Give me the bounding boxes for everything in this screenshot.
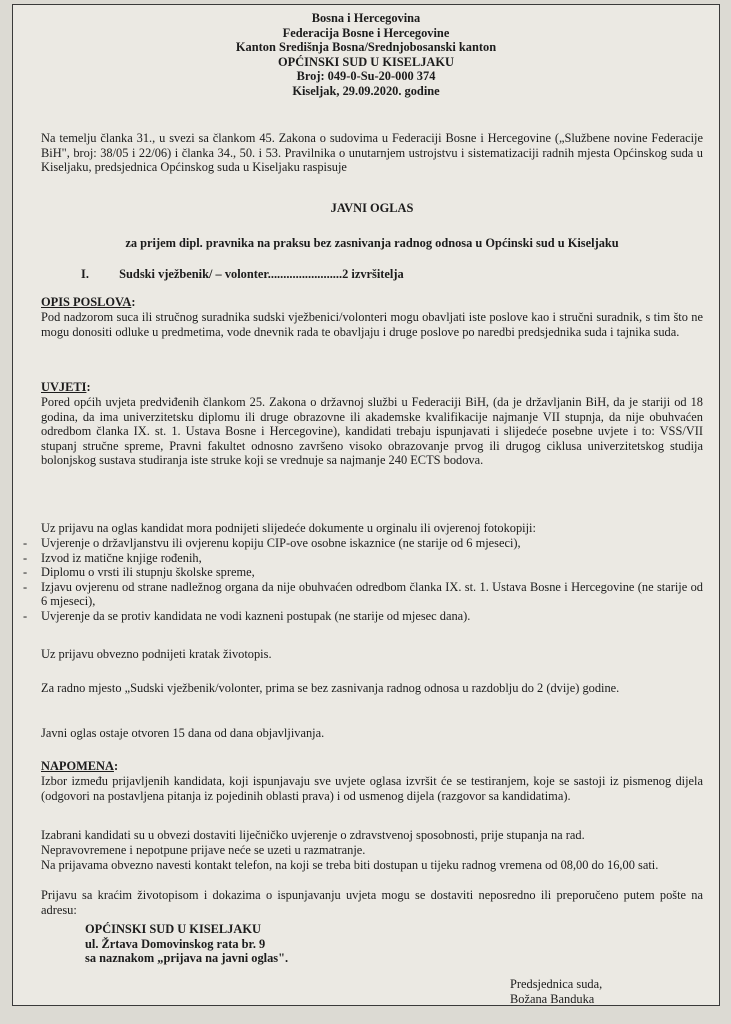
header-federation: Federacija Bosne i Hercegovine [282,25,450,40]
note-incomplete-paragraph: Nepravovremene i nepotpune prijave neće se uzeti u razmatranje. [41,843,366,857]
note-submission-paragraph: Prijavu sa kraćim životopisom i dokazima o ispunjavanju uvjeta mogu se dostaviti neposredno ili preporučeno putem pošte na adresu: [41,888,703,917]
duties-text: Pod nadzorom suca ili stručnog suradnika sudski vježbenici/volonteri mogu obavljati iste poslove kao i stručni suradnik, s tim što ne mogu donositi odluke u predmetima, vode dnevnik rada te obavljaju i druge poslove po naredbi predsjednika suda i tajnika suda. [41,310,703,339]
duties-heading: OPIS POSLOVA [41,295,132,309]
job-announcement-document [12,4,720,1006]
address-label-instruction: sa naznakom „prijava na javni oglas". [85,951,289,966]
list-item: - Izjavu ovjerenu od strane nadležnog organa da nije obuhvaćen odredbom članka IX. st. 1. Ustava Bosne i Hercegovine (ne starije od 6 mjeseci), [23,580,703,609]
documents-list [23,536,703,624]
signature-block [510,977,602,1006]
note-selection-paragraph: Izbor između prijavljenih kandidata, koji ispunjavaju sve uvjete oglasa izvršit će se testiranjem, koje se sastoji iz pismenog dijela (odgovori na postavljena pitanja iz pojedinih oblasti prava) i od usmenog dijela (razgovor sa kandidatima). [41,774,703,803]
position-line [81,267,681,282]
address-block [85,922,288,966]
note-phone-paragraph: Na prijavama obvezno navesti kontakt telefon, na koji se treba biti dostupan u tijeku radnog vremena od 08,00 do 16,00 sati. [41,858,659,872]
header-canton: Kanton Središnja Bosna/Srednjobosanski kanton [235,40,497,55]
list-item: - Uvjerenje o državljanstvu ili ovjerenu kopiju CIP-ove osobne iskaznice (ne starije od 6 mjeseci), [23,536,703,551]
duration-paragraph: Za radno mjesto „Sudski vježbenik/volonter, prima se bez zasnivanja radnog odnosa u razdoblju do 2 (dvije) godine. [41,681,620,695]
document-header [13,11,719,99]
address-street: ul. Žrtava Domovinskog rata br. 9 [85,936,266,951]
conditions-text: Pored općih uvjeta predviđenih člankom 25. Zakona o državnoj službi u Federaciji BiH, (da je državljanin BiH, da je stariji od 18 godina, da ima univerzitetsku diplomu ili druge obrazovne ili akademske kvalifikacije najmanje VII stupnja, da nije obuhvaćen odredbom članka IX. st. 1. Ustava Bosne i Hercegovine), kandidati trebaju ispunjavati i slijedeće posebne uvjete i to: VSS/VII stupanj stručne spreme, Pravni fakultet odnosno završeno visoko obrazovanje prvog ili drugog ciklusa univerzitetskog studija bolonjskog sustava studiranja iste struke koji se vrednuje sa najmanje 240 ECTS bodova. [41,395,703,468]
address-court: OPĆINSKI SUD U KISELJAKU [85,922,261,936]
list-item: - Izvod iz matične knjige rođenih, [23,551,703,566]
document-title: JAVNI OGLAS [330,201,414,215]
header-country: Bosna i Hercegovina [311,11,421,25]
duties-heading-line: OPIS POSLOVA: [41,295,136,309]
intro-paragraph: Na temelju članka 31., u svezi sa člankom 45. Zakona o sudovima u Federaciji Bosne i Hercegovine („Službene novine Federacije BiH", broj: 38/05 i 22/06) i članka 34., 50. i 53. Pravilnika o unutarnjem ustrojstvu i sistematizaciji radnih mjesta Općinskog suda u Kiseljaku, predsjednica Općinskog suda u Kiseljaku raspisuje [41,131,703,175]
document-subtitle: za prijem dipl. pravnika na praksu bez zasnivanja radnog odnosa u Općinski sud u Kiseljaku [125,236,619,250]
documents-intro: Uz prijavu na oglas kandidat mora podnijeti slijedeće dokumente u orginalu ili ovjerenoj fotokopiji: [41,521,536,535]
note-heading: NAPOMENA [41,759,114,773]
position-number: I. [81,267,89,281]
conditions-heading-line: UVJETI: [41,380,91,394]
header-reference-number: Broj: 049-0-Su-20-000 374 [296,69,436,84]
note-heading-line: NAPOMENA: [41,759,119,773]
list-item: - Diplomu o vrsti ili stupnju školske spreme, [23,565,703,580]
signature-title: Predsjednica suda, [510,977,603,991]
header-place-date: Kiseljak, 29.09.2020. godine [292,83,440,98]
conditions-heading: UVJETI [41,380,87,394]
note-medical-paragraph: Izabrani kandidati su u obvezi dostaviti liječničko uvjerenje o zdravstvenoj sposobnosti, prije stupanja na rad. [41,828,585,842]
cv-note: Uz prijavu obvezno podnijeti kratak životopis. [41,647,272,661]
list-item: - Uvjerenje da se protiv kandidata ne vodi kazneni postupak (ne starije od mjesec dana). [23,609,703,624]
header-court: OPĆINSKI SUD U KISELJAKU [278,54,454,69]
open-period-paragraph: Javni oglas ostaje otvoren 15 dana od dana objavljivanja. [41,726,325,740]
signature-name: Božana Banduka [510,991,595,1006]
position-text: Sudski vježbenik/ – volonter........................2 izvršitelja [119,267,404,281]
